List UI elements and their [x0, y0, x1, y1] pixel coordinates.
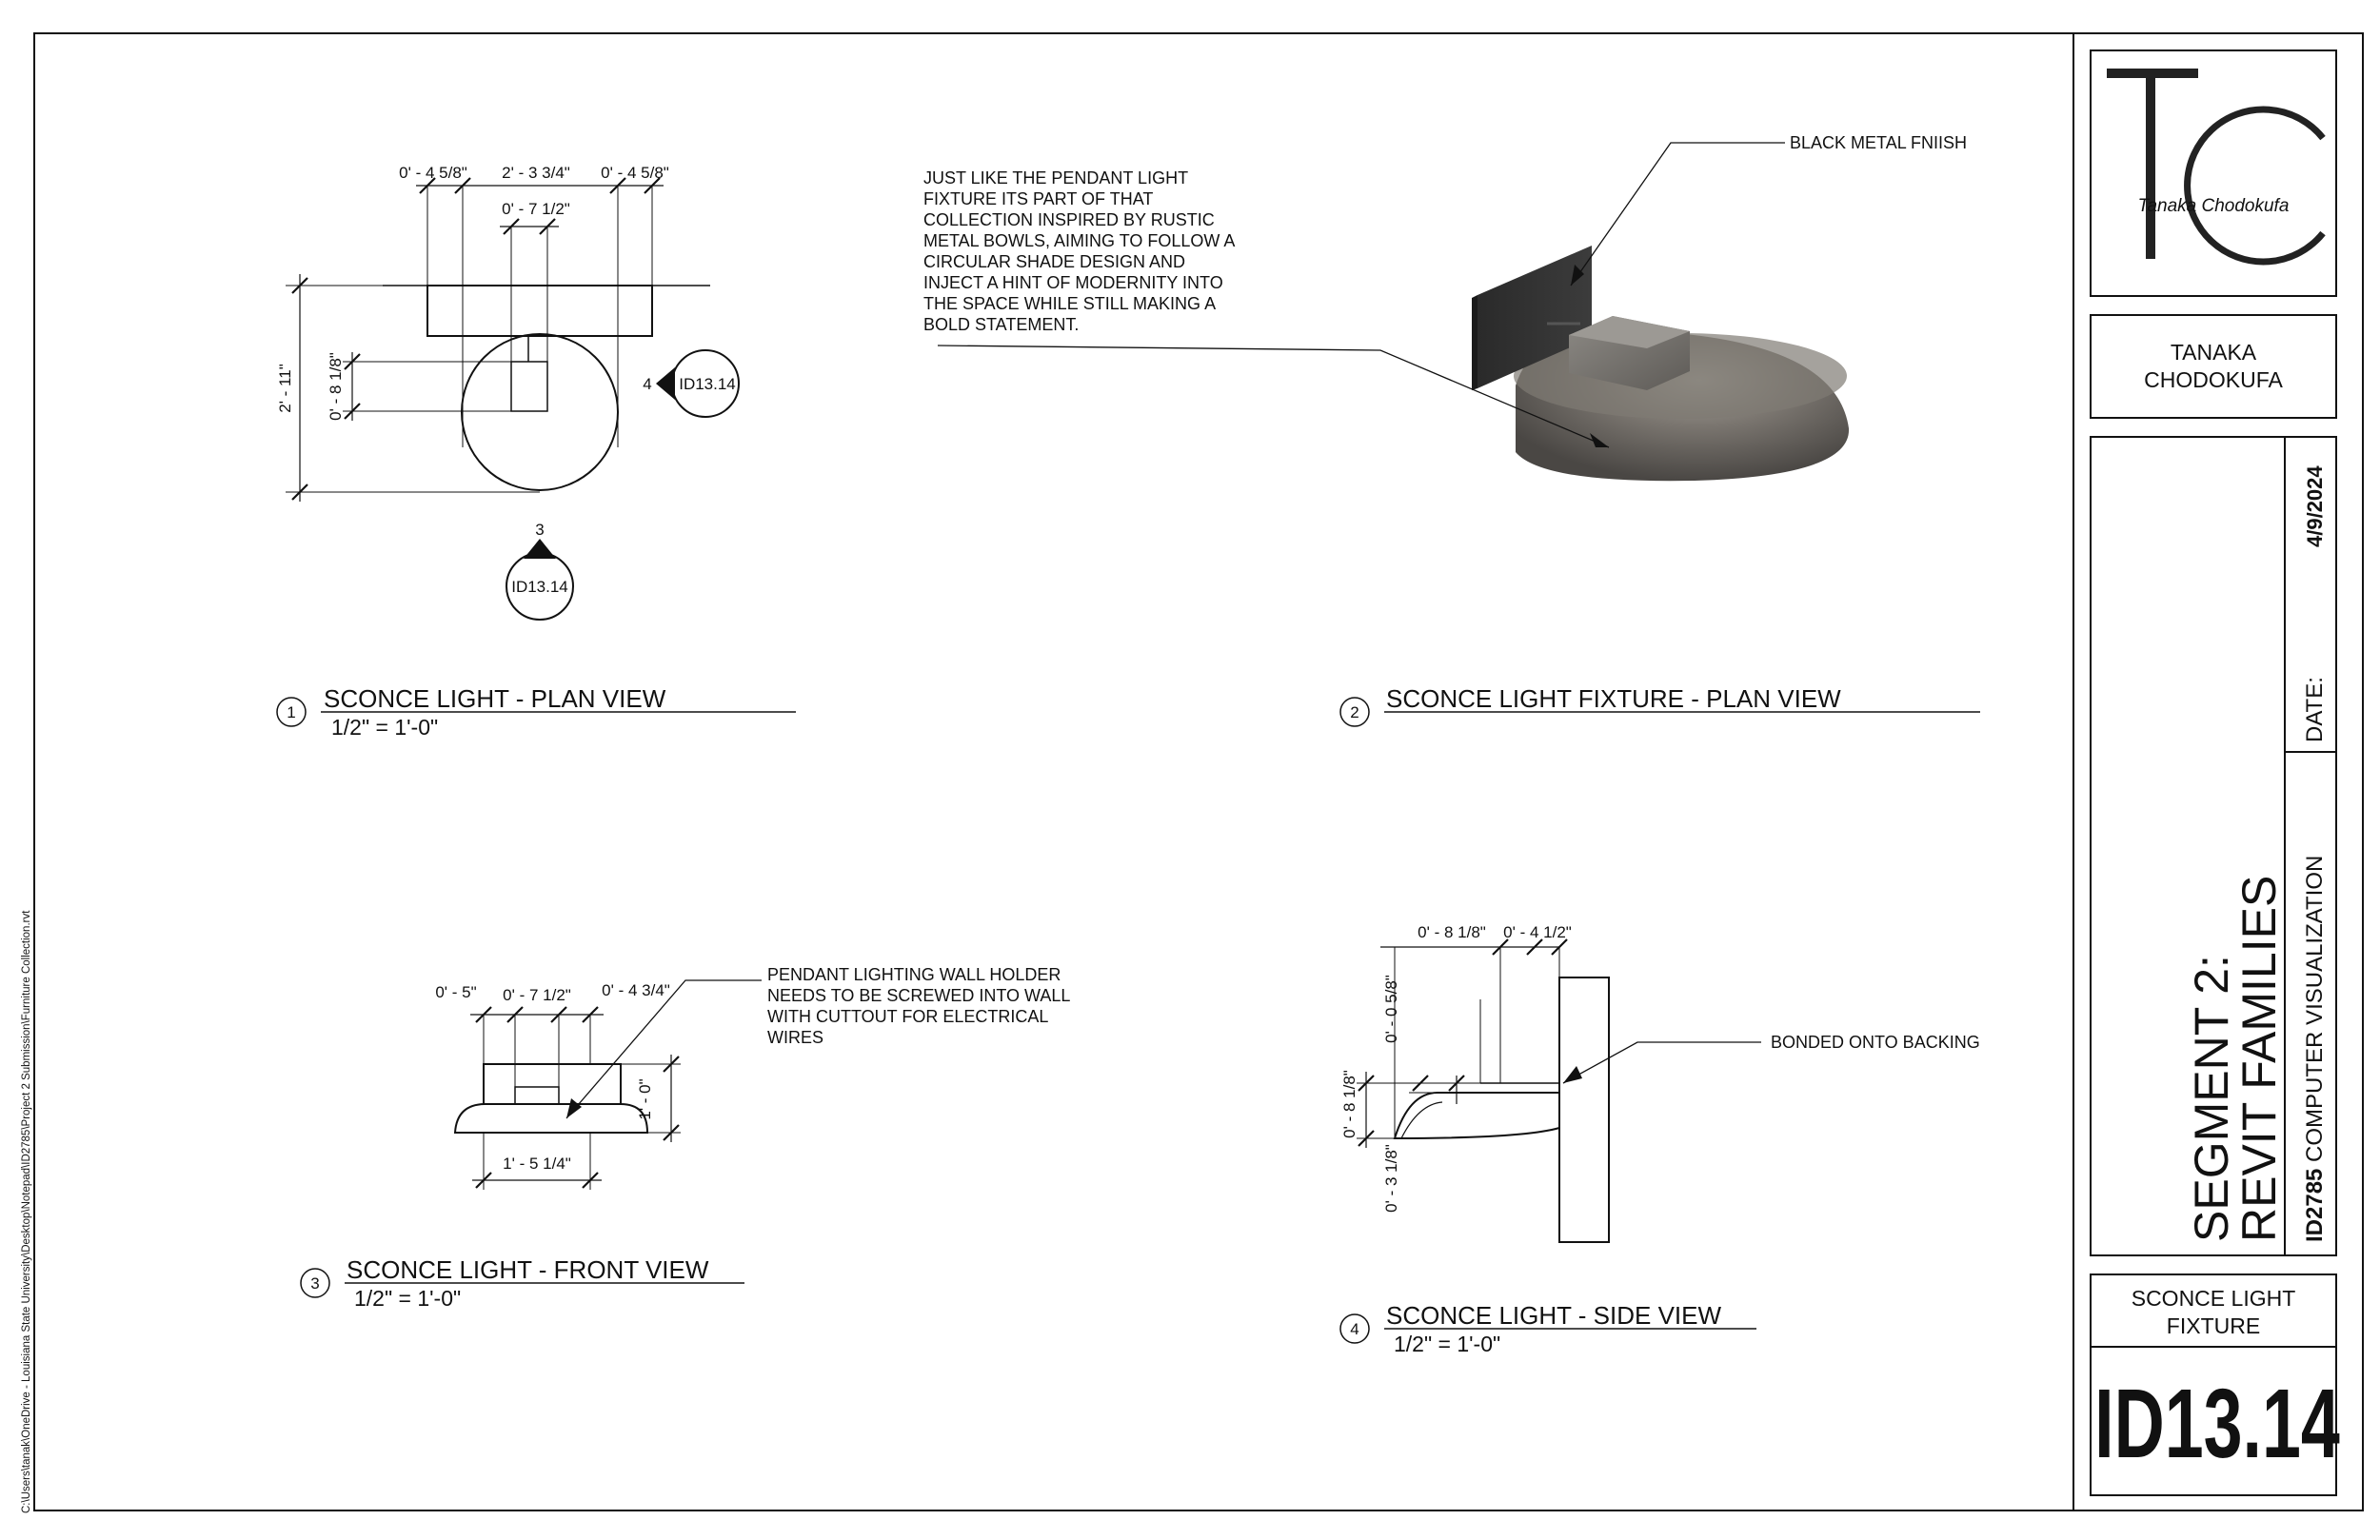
plan-tag-bottom — [506, 521, 573, 620]
title-block — [2091, 50, 2340, 1495]
front-dim-right: 0' - 4 3/4" — [602, 981, 670, 999]
svg-text:1/2" = 1'-0": 1/2" = 1'-0" — [331, 715, 439, 740]
svg-text:SCONCE LIGHT - FRONT VIEW: SCONCE LIGHT - FRONT VIEW — [347, 1255, 709, 1284]
plan-dim-top-left: 0' - 4 5/8" — [399, 164, 467, 182]
finish-label: BLACK METAL FNIISH — [1790, 133, 1968, 152]
course-line: ID2785 COMPUTER VISUALIZATION — [2302, 855, 2328, 1242]
leader-arrow — [566, 1098, 582, 1118]
svg-text:METAL BOWLS, AIMING TO FOLLOW: METAL BOWLS, AIMING TO FOLLOW A — [923, 231, 1236, 250]
logo-tc-icon — [2107, 69, 2323, 262]
view-title-3 — [301, 1255, 744, 1311]
svg-text:JUST LIKE THE PENDANT LIGHT: JUST LIKE THE PENDANT LIGHT — [923, 168, 1189, 188]
segment-line2: REVIT FAMILIES — [2232, 875, 2286, 1242]
svg-text:4: 4 — [1350, 1320, 1359, 1338]
svg-text:SCONCE LIGHT - SIDE VIEW: SCONCE LIGHT - SIDE VIEW — [1386, 1301, 1722, 1330]
sconce-render — [1472, 246, 1849, 481]
svg-text:NEEDS TO BE SCREWED INTO WALL: NEEDS TO BE SCREWED INTO WALL — [767, 986, 1071, 1005]
svg-text:ID13.14: ID13.14 — [511, 578, 568, 596]
sheet-name-line1: SCONCE LIGHT — [2131, 1286, 2296, 1311]
svg-text:3: 3 — [310, 1274, 320, 1293]
front-dim-width: 1' - 5 1/4" — [503, 1155, 571, 1173]
render-note — [923, 168, 1235, 334]
designer-name-line1: TANAKA — [2170, 340, 2257, 365]
side-dim-v2: 0' - 8 1/8" — [1340, 1070, 1359, 1138]
svg-text:ID13.14: ID13.14 — [679, 375, 736, 393]
side-dim-v1: 0' - 0 5/8" — [1382, 975, 1400, 1043]
designer-name-line2: CHODOKUFA — [2144, 367, 2283, 392]
side-dim-top-left: 0' - 8 1/8" — [1418, 923, 1486, 941]
svg-text:BOLD STATEMENT.: BOLD STATEMENT. — [923, 315, 1080, 334]
svg-text:WITH CUTTOUT FOR ELECTRICAL: WITH CUTTOUT FOR ELECTRICAL — [767, 1007, 1049, 1026]
file-path: C:\Users\tanak\OneDrive - Louisiana State University\Desktop\Notepad\ID2785\Project 2 Submission\Furniture Collection.rvt — [21, 910, 32, 1513]
front-dim-mid: 0' - 7 1/2" — [503, 986, 571, 1004]
svg-text:SCONCE LIGHT FIXTURE - PLAN VI: SCONCE LIGHT FIXTURE - PLAN VIEW — [1386, 684, 1841, 713]
svg-text:1/2" = 1'-0": 1/2" = 1'-0" — [354, 1286, 462, 1311]
svg-text:CIRCULAR SHADE DESIGN AND: CIRCULAR SHADE DESIGN AND — [923, 252, 1186, 271]
side-view-drawing — [1357, 939, 1761, 1242]
svg-text:2: 2 — [1350, 703, 1359, 721]
svg-text:1/2" = 1'-0": 1/2" = 1'-0" — [1394, 1332, 1501, 1356]
logo-script: Tanaka Chodokufa — [2137, 196, 2290, 216]
svg-text:1: 1 — [287, 703, 296, 721]
front-view-drawing — [455, 980, 762, 1190]
svg-text:PENDANT LIGHTING WALL HOLDER: PENDANT LIGHTING WALL HOLDER — [767, 965, 1061, 984]
svg-text:THE SPACE WHILE STILL MAKING A: THE SPACE WHILE STILL MAKING A — [923, 294, 1217, 313]
front-dim-left: 0' - 5" — [435, 983, 477, 1001]
svg-text:SCONCE LIGHT - PLAN VIEW: SCONCE LIGHT - PLAN VIEW — [324, 684, 666, 713]
plan-tag-right — [643, 350, 739, 417]
svg-text:COLLECTION INSPIRED BY RUSTIC: COLLECTION INSPIRED BY RUSTIC — [923, 210, 1215, 229]
side-dim-top-right: 0' - 4 1/2" — [1503, 923, 1572, 941]
plan-dim-top-mid: 2' - 3 3/4" — [502, 164, 570, 182]
leader-arrow — [1563, 1066, 1582, 1083]
plan-view-drawing — [286, 178, 710, 502]
designer-box — [2091, 315, 2336, 418]
view-title-2 — [1340, 684, 1980, 726]
sheet-number: ID13.14 — [2094, 1368, 2340, 1478]
svg-text:4: 4 — [643, 375, 652, 393]
svg-text:INJECT A HINT OF MODERNITY INT: INJECT A HINT OF MODERNITY INTO — [923, 273, 1223, 292]
svg-text:FIXTURE ITS PART OF THAT: FIXTURE ITS PART OF THAT — [923, 189, 1154, 208]
side-dim-v3: 0' - 3 1/8" — [1382, 1144, 1400, 1213]
front-dim-height: 1' - 0" — [636, 1078, 654, 1120]
plan-dim-height-total: 2' - 11" — [276, 364, 294, 413]
segment-line1: SEGMENT 2: — [2185, 955, 2238, 1242]
logo-box — [2091, 50, 2336, 296]
svg-text:3: 3 — [535, 521, 545, 539]
view-title-4 — [1340, 1301, 1756, 1356]
plan-dim-height-box: 0' - 8 1/8" — [327, 352, 345, 421]
front-note — [767, 965, 1070, 1047]
date-value: 4/9/2024 — [2303, 465, 2327, 547]
plan-dim-inner: 0' - 7 1/2" — [502, 200, 570, 218]
view-title-1 — [277, 684, 796, 740]
svg-text:WIRES: WIRES — [767, 1028, 824, 1047]
date-label: DATE: — [2302, 677, 2328, 742]
plan-dim-top-right: 0' - 4 5/8" — [601, 164, 669, 182]
sheet-name-line2: FIXTURE — [2166, 1313, 2261, 1338]
backing-label: BONDED ONTO BACKING — [1771, 1033, 1980, 1052]
